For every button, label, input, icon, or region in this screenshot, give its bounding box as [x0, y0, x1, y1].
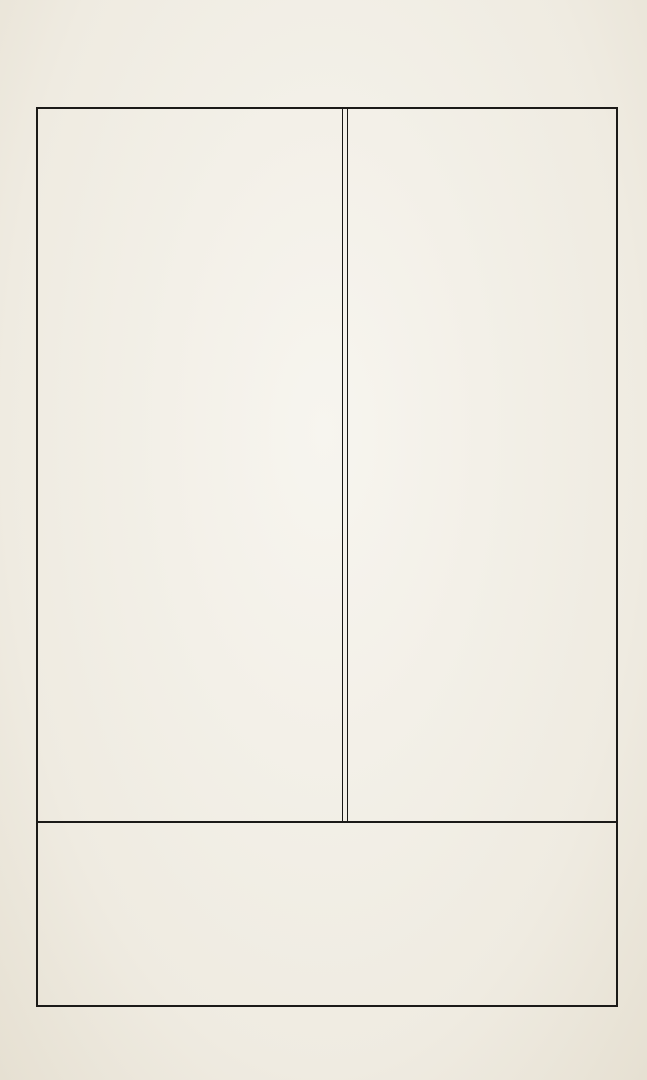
column-divider — [342, 109, 348, 821]
right-column — [336, 109, 616, 821]
text-frame — [36, 107, 618, 1007]
bottom-verse-table — [38, 821, 616, 1007]
page-header — [30, 78, 620, 108]
left-column — [38, 109, 328, 821]
